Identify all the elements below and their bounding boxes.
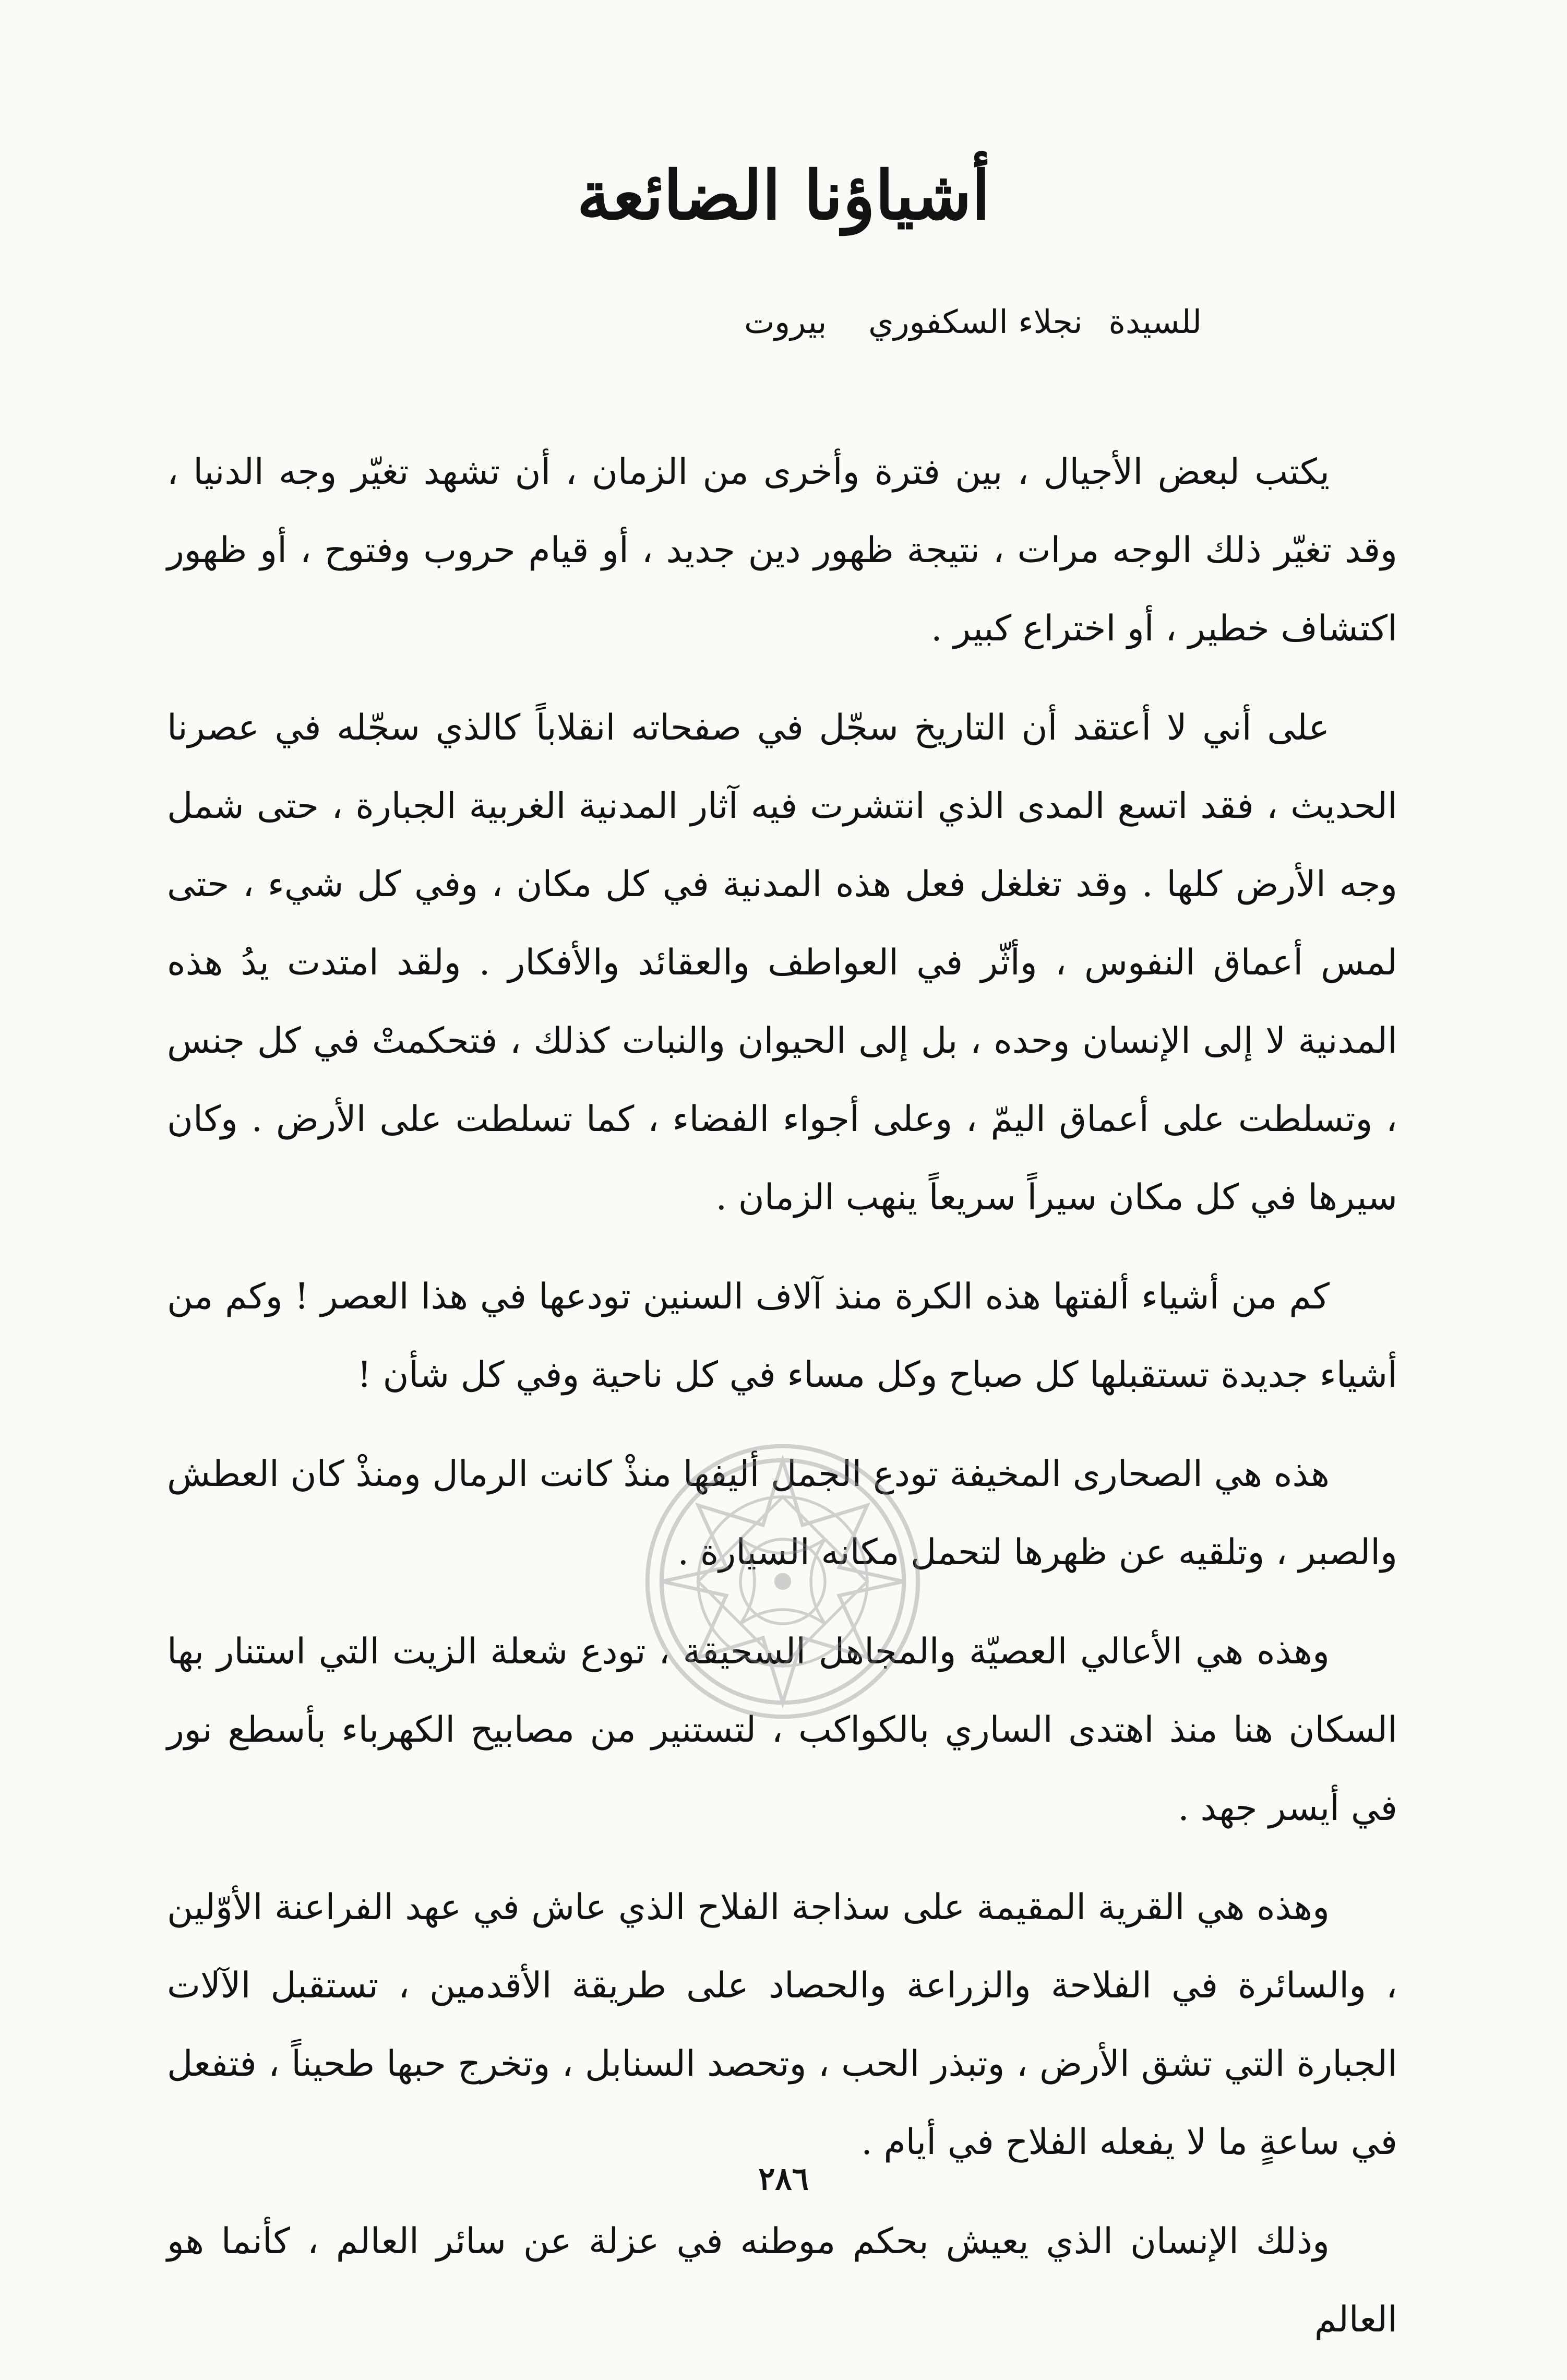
byline: [744, 303, 1202, 341]
arabesque-seal-icon: [642, 1441, 924, 1722]
byline-city: بيروت: [744, 303, 827, 341]
paragraph-1: يكتب لبعض الأجيال ، بين فترة وأخرى من الزمان ، أن تشهد تغيّر وجه الدنيا ، وقد تغيّر ذلك الوجه مرات ، نتيجة ظهور دين جديد ، أو قيام حروب وفتوح ، أو ظهور اكتشاف خطير ، أو اختراع كبير .: [167, 451, 1397, 649]
paragraph-3: كم من أشياء ألفتها هذه الكرة منذ آلاف السنين تودعها في هذا العصر ! وكم من أشياء جديدة تستقبلها كل صباح وكل مساء في كل ناحية وفي كل شأن !: [167, 1276, 1397, 1396]
byline-author: نجلاء السكفوري: [868, 303, 1083, 341]
paragraph-4: هذه هي الصحارى المخيفة تودع الجمل أليفها منذْ كانت الرمال ومنذْ كان العطش والصبر ، وتلقيه عن ظهرها لتحمل مكانه السيارة .: [167, 1454, 1397, 1573]
article-body: [167, 433, 1397, 2380]
paragraph-7: وذلك الإنسان الذي يعيش بحكم موطنه في عزلة عن سائر العالم ، كأنما هو العالم: [167, 2221, 1397, 2340]
page-number: ٢٨٦: [758, 2161, 809, 2197]
paragraph-2: على أني لا أعتقد أن التاريخ سجّل في صفحاته انقلاباً كالذي سجّله في عصرنا الحديث ، فقد اتسع المدى الذي انتشرت فيه آثار المدنية الغربية الجبارة ، حتى شمل وجه الأرض كلها . وقد تغلغل فعل هذه المدنية في كل مكان ، وفي كل شيء ، حتى لمس أعماق النفوس ، وأثّر في العواطف والعقائد والأفكار . ولقد امتدت يدُ هذه المدنية لا إلى الإنسان وحده ، بل إلى الحيوان والنبات كذلك ، فتحكمتْ في كل جنس ، وتسلطت على أعماق اليمّ ، وعلى أجواء الفضاء ، كما تسلطت على الأرض . وكان سيرها في كل مكان سيراً سريعاً ينهب الزمان .: [167, 707, 1397, 1218]
paragraph-6: وهذه هي القرية المقيمة على سذاجة الفلاح الذي عاش في عهد الفراعنة الأوّلين ، والسائرة في الفلاحة والزراعة والحصاد على طريقة الأقدمين ، تستقبل الآلات الجبارة التي تشق الأرض ، وتبذر الحب ، وتحصد السنابل ، وتخرج حبها طحيناً ، فتفعل في ساعةٍ ما لا يفعله الفلاح في أيام .: [167, 1887, 1397, 2163]
article-title: أشياؤنا الضائعة: [577, 157, 990, 235]
byline-prefix: للسيدة: [1108, 303, 1202, 341]
paragraph-5: وهذه هي الأعالي العصيّة والمجاهل السحيقة ، تودع شعلة الزيت التي استنار بها السكان هنا منذ اهتدى الساري بالكواكب ، لتستنير من مصابيح الكهرباء بأسطع نور في أيسر جهد .: [167, 1631, 1397, 1829]
